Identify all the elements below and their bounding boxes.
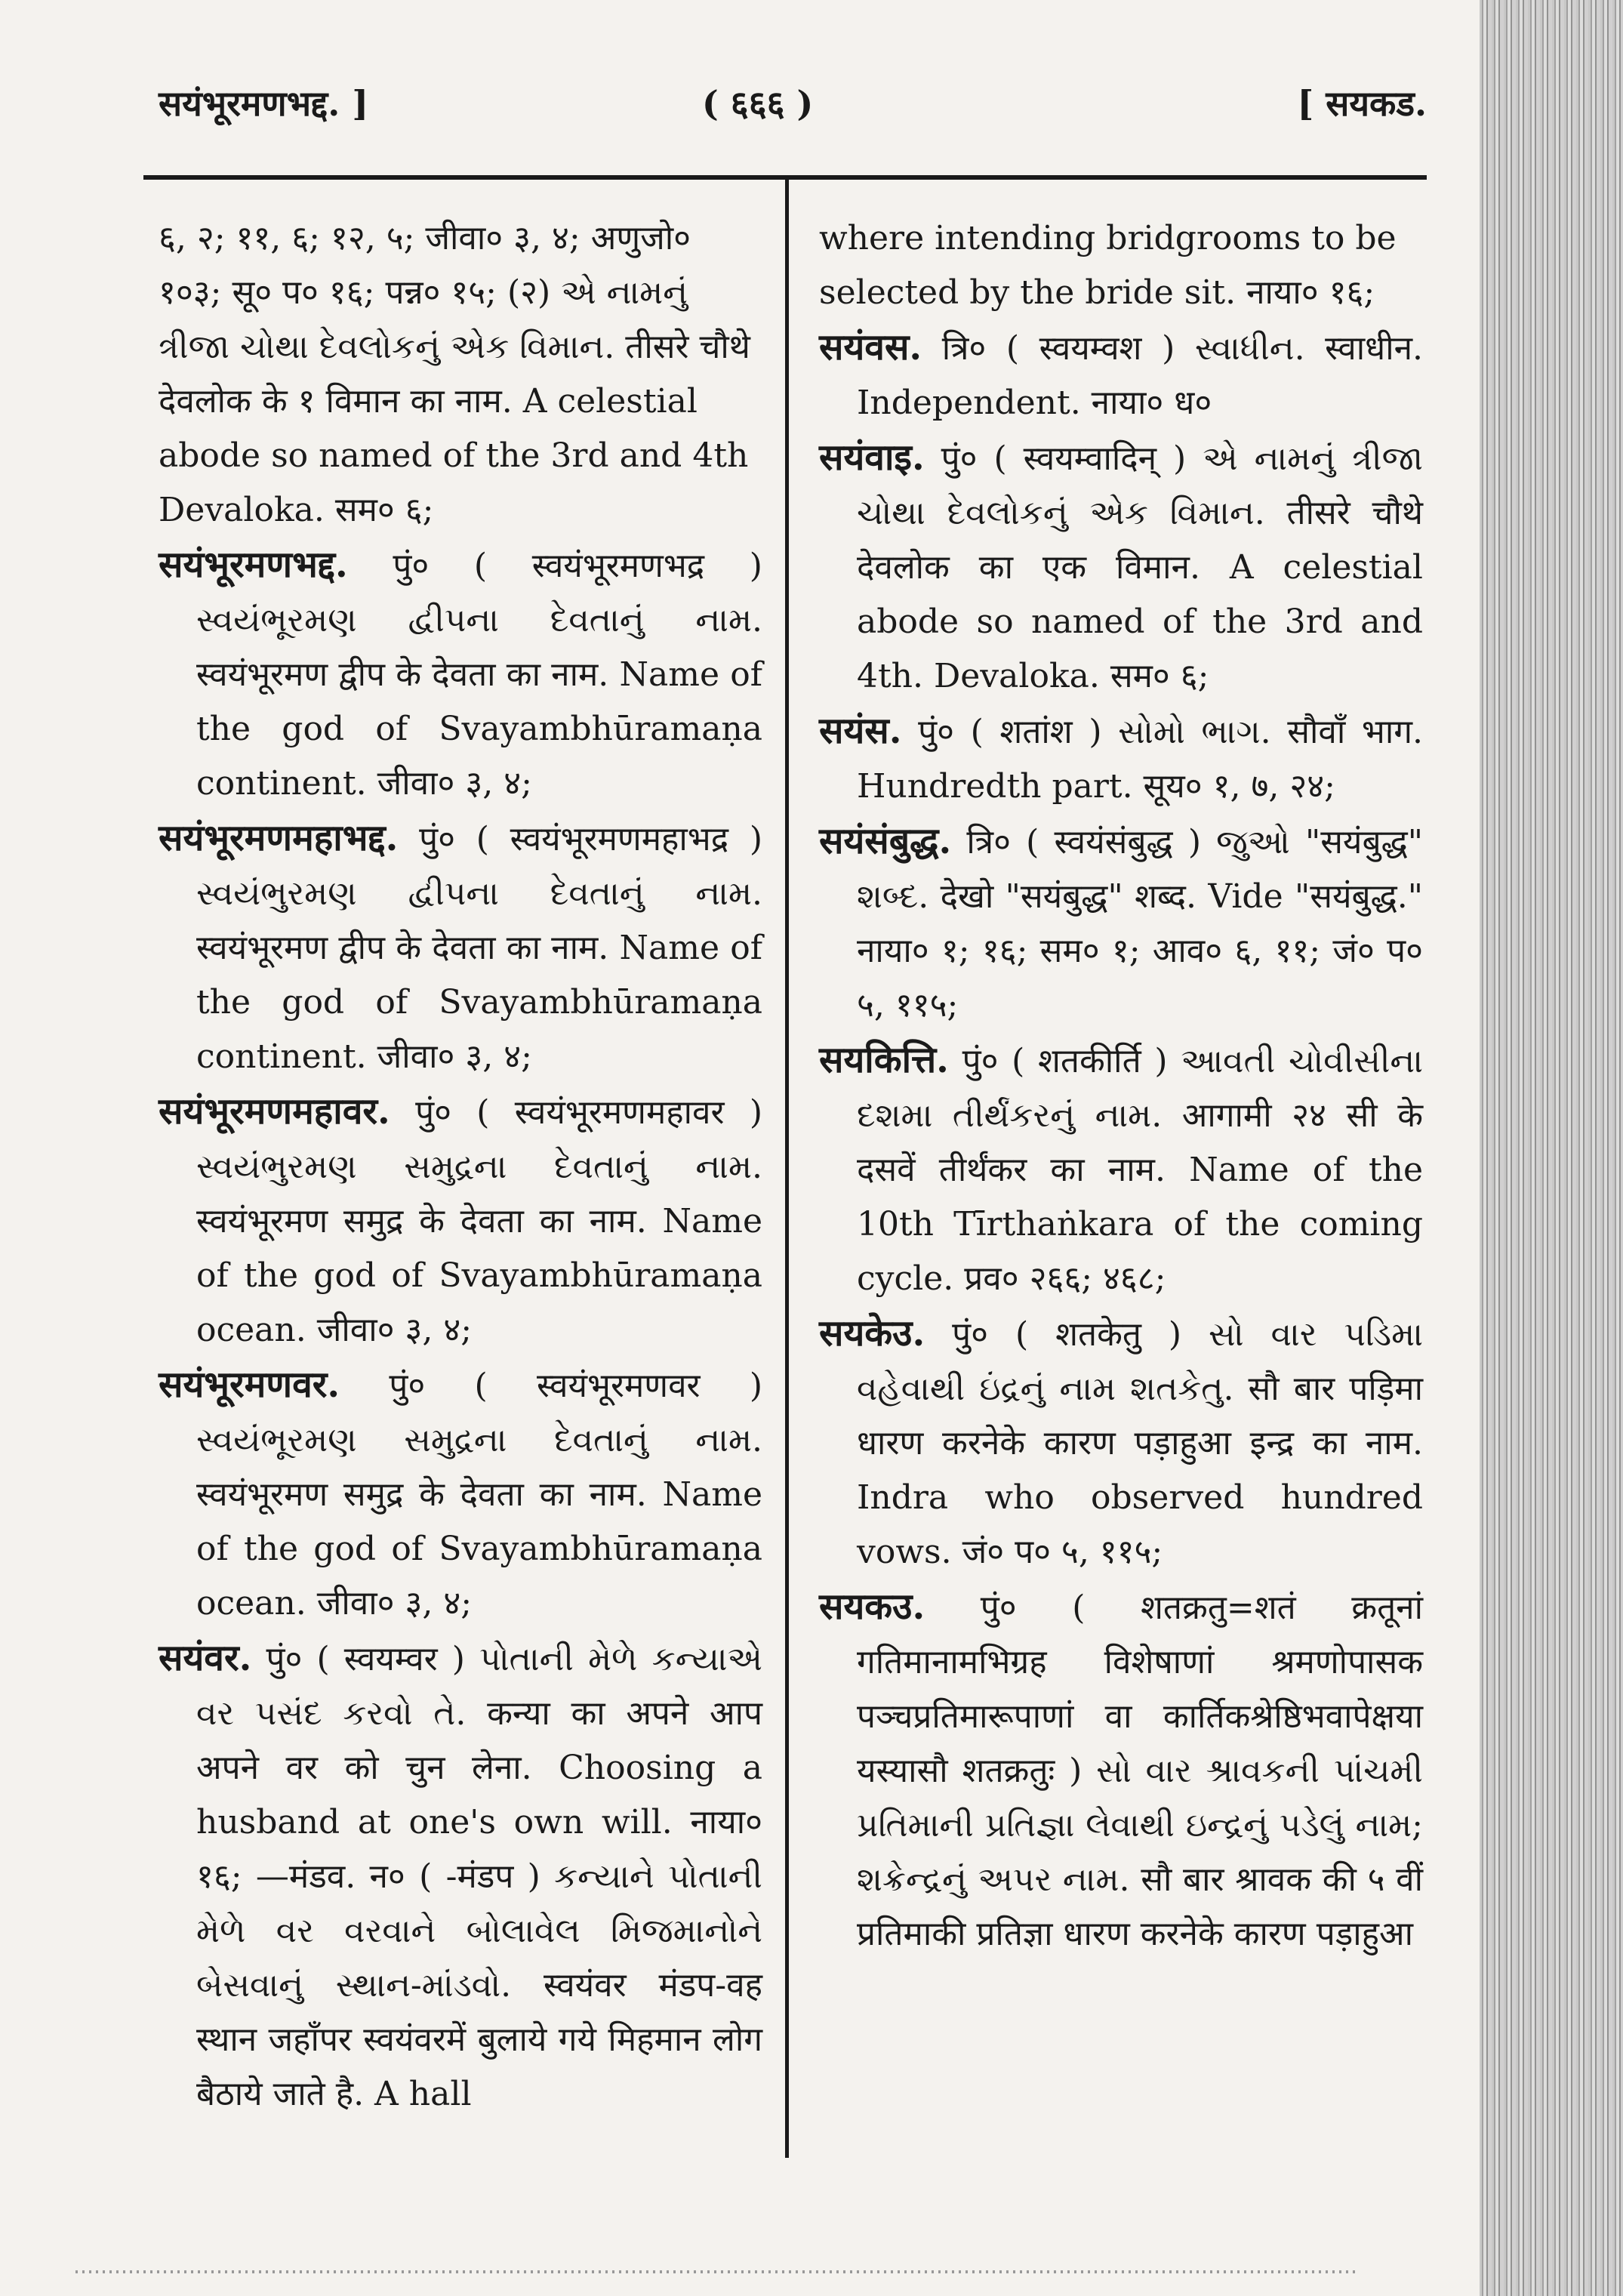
scan-page-edge — [1480, 0, 1623, 2296]
entry-body: पुं० ( शतक्रतु=शतं क्रतूनां गतिमानामभिग्रह विशेषाणां श्रमणोपासक पञ्चप्रतिमारूपाणां वा कार्तिकश्रेष्ठिभवापेक्षया यस्यासौ शतक्रतुः ) સો વાર શ્રાવકની પાંચમી પ્રતિમાની પ્રતિજ્ઞા લેવાથી ઇન્દ્રનું પડેલું નામ; શક્રેન્દ્રનું અપર નામ. सौ बार श्रावक की ५ वीं प्रतिमाकी प्रतिज्ञा धारण करनेके कारण पड़ाहुआ — [857, 1589, 1423, 1953]
dictionary-entry — [159, 1358, 762, 1631]
headword: सयंवर. — [159, 1637, 252, 1679]
headword: सयंभूरमणवर. — [159, 1364, 340, 1406]
headword: सयंस. — [819, 710, 902, 752]
entry-body: पुं० ( स्वयम्वर ) પોતાની મેળે કન્યાએ વર પસંદ કરવો તે. कन्या का अपने आप अपने वर को चुन लेना. Choosing a husband at one's own will. नाया० १६; —मंडव. न० ( -मंडप ) કન્યાને પોતાની મેળે વર વરવાને બોલાવેલ મિજમાનોને બેસવાનું સ્થાન-માંડવો. स्वयंवर मंडप-वह स्थान जहाँपर स्वयंवरमें बुलाये गये मिहमान लोग बैठाये जाते है. A hall — [196, 1640, 762, 2113]
headword: सयकउ. — [819, 1586, 925, 1628]
headword: सयंभूरमणभद्द. — [159, 544, 348, 586]
continuation-text: ६, २; ११, ६; १२, ५; जीवा० ३, ४; अणुजो० १०३; सू० प० १६; पन्न० १५; (२) એ નામનું ત્રીજા ચોથા દેવલોકનું એક વિમાન. तीसरे चौथे देवलोक के १ विमान का नाम. A celestial abode so named of the 3rd and 4th Devaloka. सम० ६; — [159, 219, 750, 529]
headword: सयंभूरमणमहाभद्द. — [159, 817, 399, 859]
entry-body: पुं० ( स्वयम्वादिन् ) એ નામનું ત્રીજા ચોથા દેવલોકનું એક વિમાન. तीसरे चौथे देवलोक का एक विमान. A celestial abode so named of the 3rd and 4th. Devaloka. सम० ६; — [857, 439, 1423, 695]
headword: सयंवाइ. — [819, 436, 925, 479]
dictionary-entry — [159, 1631, 762, 2122]
entry-body: त्रि० ( स्वयम्वश ) સ્વાધીન. स्वाधीन. Independent. नाया० ध० — [857, 329, 1423, 422]
entry-body: पुं० ( शतकेतु ) સો વાર પડિમા વહેવાથી ઇંદ્રનું નામ શતકેતુ. सौ बार पड़िमा धारण करनेके कारण पड़ाहुआ इन्द्र का नाम. Indra who observed hundred vows. जं० प० ५, ११५; — [857, 1315, 1423, 1571]
entry-body: पुं० ( स्वयंभूरमणभद्र ) સ્વયંભૂરમણ દ્વીપના દેવતાનું નામ. स्वयंभूरमण द्वीप के देवता का नाम. Name of the god of Svayambhūramaṇa continent. जीवा० ३, ४; — [196, 547, 762, 803]
entry-body: पुं० ( स्वयंभूरमणमहावर ) સ્વયંભુરમણ સમુદ્રના દેવતાનું નામ. स्वयंभूरमण समुद्र के देवता का नाम. Name of the god of Svayambhūramaṇa ocean. जीवा० ३, ४; — [196, 1093, 762, 1349]
dictionary-entry — [819, 814, 1423, 1033]
entry-body: त्रि० ( स्वयंसंबुद्ध ) જુઓ "सयंबुद्ध" શબ્દ. देखो "सयंबुद्ध" शब्द. Vide "सयंबुद्ध." नाया० १; १६; सम० १; आव० ६, ११; जं० प० ५, ११५; — [857, 823, 1423, 1025]
page-header — [159, 79, 1427, 140]
entry-body: पुं० ( स्वयंभूरमणमहाभद्र ) સ્વયંભુરમણ દ્વીપના દેવતાનું નામ. स्वयंभूरमण द्वीप के देवता का नाम. Name of the god of Svayambhūramaṇa continent. जीवा० ३, ४; — [196, 820, 762, 1076]
dictionary-entry — [819, 1306, 1423, 1579]
dictionary-entry — [159, 538, 762, 811]
dictionary-entry — [819, 1579, 1423, 1962]
entry-body: पुं० ( स्वयंभूरमणवर ) સ્વયંભૂરમણ સમુદ્રના દેવતાનું નામ. स्वयंभूरमण समुद्र के देवता का नाम. Name of the god of Svayambhūramaṇa ocean. जीवा० ३, ४; — [196, 1367, 762, 1623]
scan-bottom-edge — [75, 2270, 1359, 2273]
page-number: ( ६६६ ) — [702, 83, 814, 124]
dictionary-entry — [159, 1084, 762, 1358]
dictionary-entry — [159, 811, 762, 1084]
continuation-text: where intending bridgrooms to be selected by the bride sit. नाया० १६; — [819, 219, 1397, 312]
dictionary-entry — [819, 1033, 1423, 1306]
header-left-guideword: सयंभूरमणभद्द. ] — [159, 83, 369, 124]
dictionary-entry — [819, 704, 1423, 814]
header-right-guideword: [ सयकड. — [1297, 83, 1427, 124]
column-divider — [785, 180, 789, 2158]
headword: सयंभूरमणमहावर. — [159, 1090, 390, 1133]
entry-body: पुं० ( शतांश ) સોમો ભાગ. सौवाँ भाग. Hundredth part. सूय० १, ७, २४; — [857, 713, 1423, 806]
right-column — [819, 211, 1423, 1962]
headword: सयकित्ति. — [819, 1039, 949, 1081]
headword: सयंवस. — [819, 326, 922, 368]
dictionary-entry — [819, 430, 1423, 704]
left-column — [159, 211, 762, 2122]
entry-body: पुं० ( शतकीर्ति ) આવતી ચોવીસીના દશમા તીર્થંકરનું નામ. आगामी २४ सी के दसवें तीर्थंकर का नाम. Name of the 10th Tīrthaṅkara of the coming cycle. प्रव० २६६; ४६८; — [857, 1042, 1423, 1298]
headword: सयंसंबुद्ध. — [819, 820, 952, 862]
headword: सयकेउ. — [819, 1312, 925, 1354]
dictionary-entry — [819, 320, 1423, 430]
